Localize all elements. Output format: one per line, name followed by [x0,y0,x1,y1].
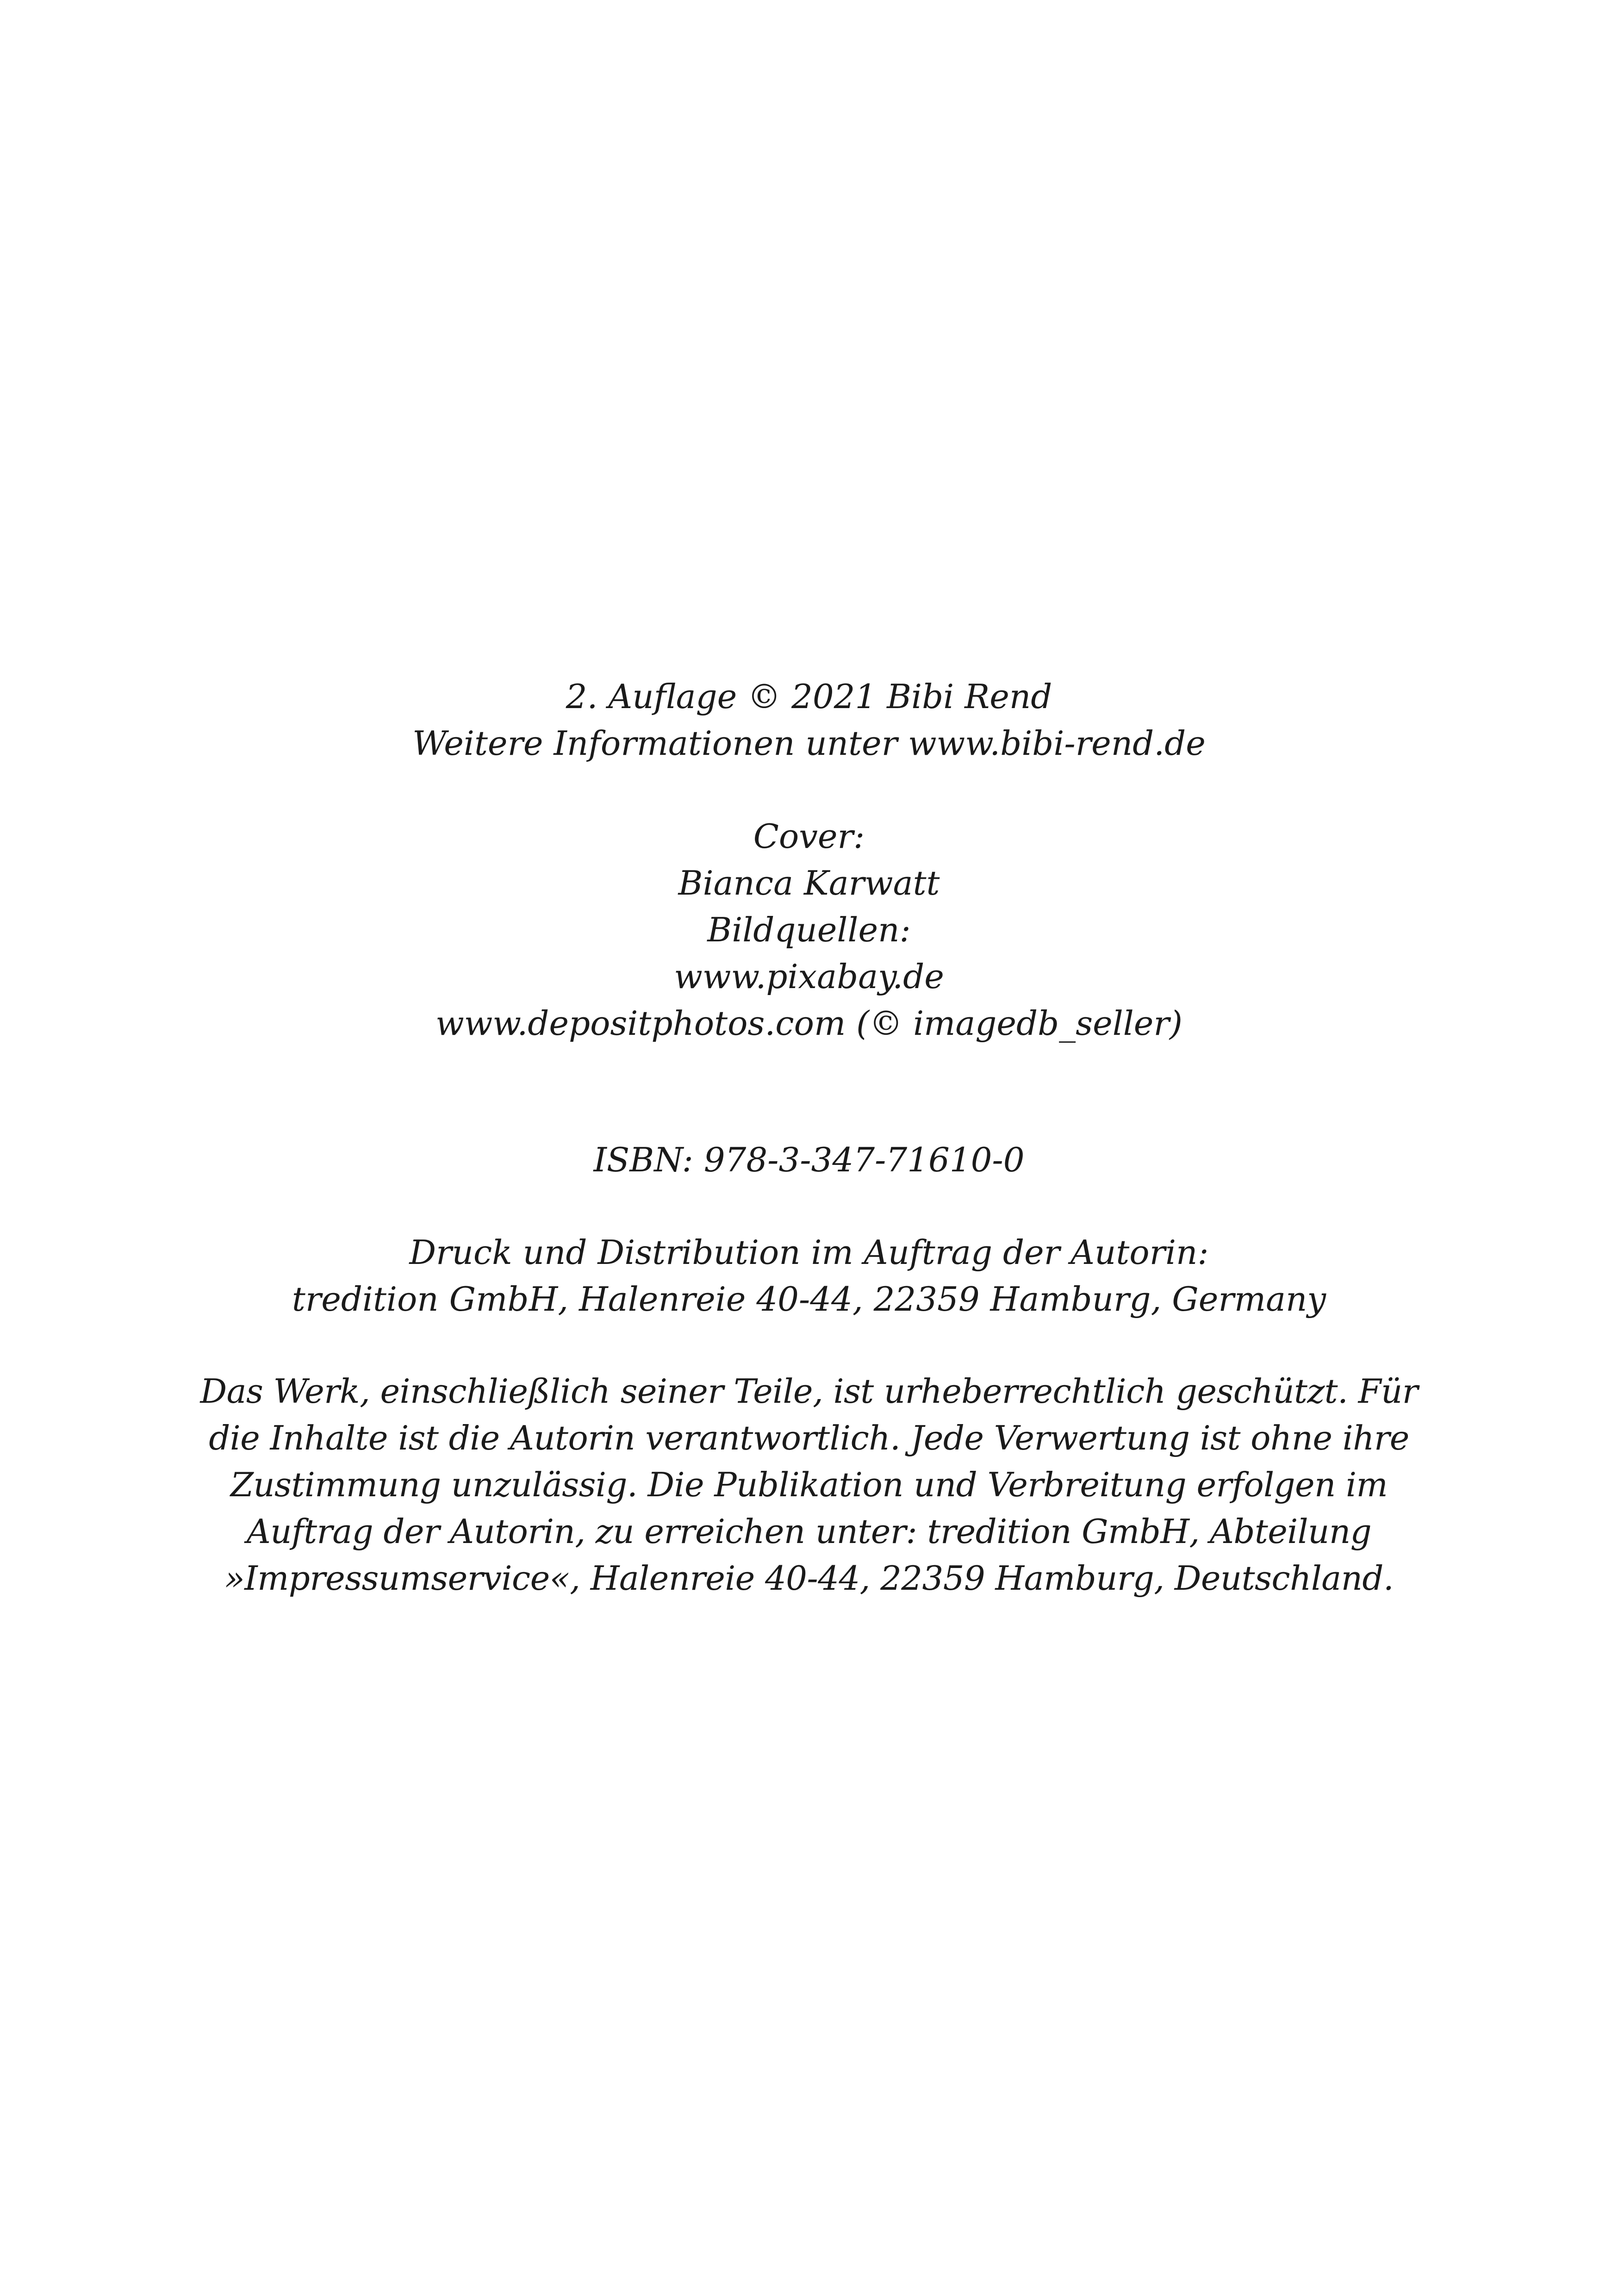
print-block [0,1229,1618,1323]
legal-notice-line: Das Werk, einschließlich seiner Teile, ist urheberrechtlich geschützt. Für [200,1372,1418,1411]
image-source-item: www.pixabay.de [674,957,944,996]
print-address: tredition GmbH, Halenreie 40-44, 22359 Hamburg, Germany [292,1280,1326,1319]
legal-notice-line: Zustimmung unzulässig. Die Publikation und Verbreitung erfolgen im [230,1465,1388,1504]
image-sources-label: Bildquellen: [707,910,911,949]
isbn: ISBN: 978-3-347-71610-0 [593,1140,1025,1179]
legal-notice-line: Auftrag der Autorin, zu erreichen unter: tredition GmbH, Abteilung [246,1512,1372,1551]
edition-line: 2. Auflage © 2021 Bibi Rend [566,677,1052,716]
legal-notice-line: die Inhalte ist die Autorin verantwortlich. Jede Verwertung ist ohne ihre [209,1419,1409,1457]
info-line: Weitere Informationen unter www.bibi-rend.de [412,724,1206,763]
cover-label: Cover: [753,817,865,856]
image-source-item: www.depositphotos.com (© imagedb_seller) [436,1004,1182,1043]
cover-artist: Bianca Karwatt [678,864,940,902]
legal-notice [0,1368,1618,1602]
legal-notice-line: »Impressumservice«, Halenreie 40-44, 22359 Hamburg, Deutschland. [224,1559,1394,1598]
copyright-block [0,673,1618,767]
credits-block [0,813,1618,1047]
print-heading: Druck und Distribution im Auftrag der Autorin: [409,1233,1209,1272]
isbn-block [0,1137,1618,1183]
